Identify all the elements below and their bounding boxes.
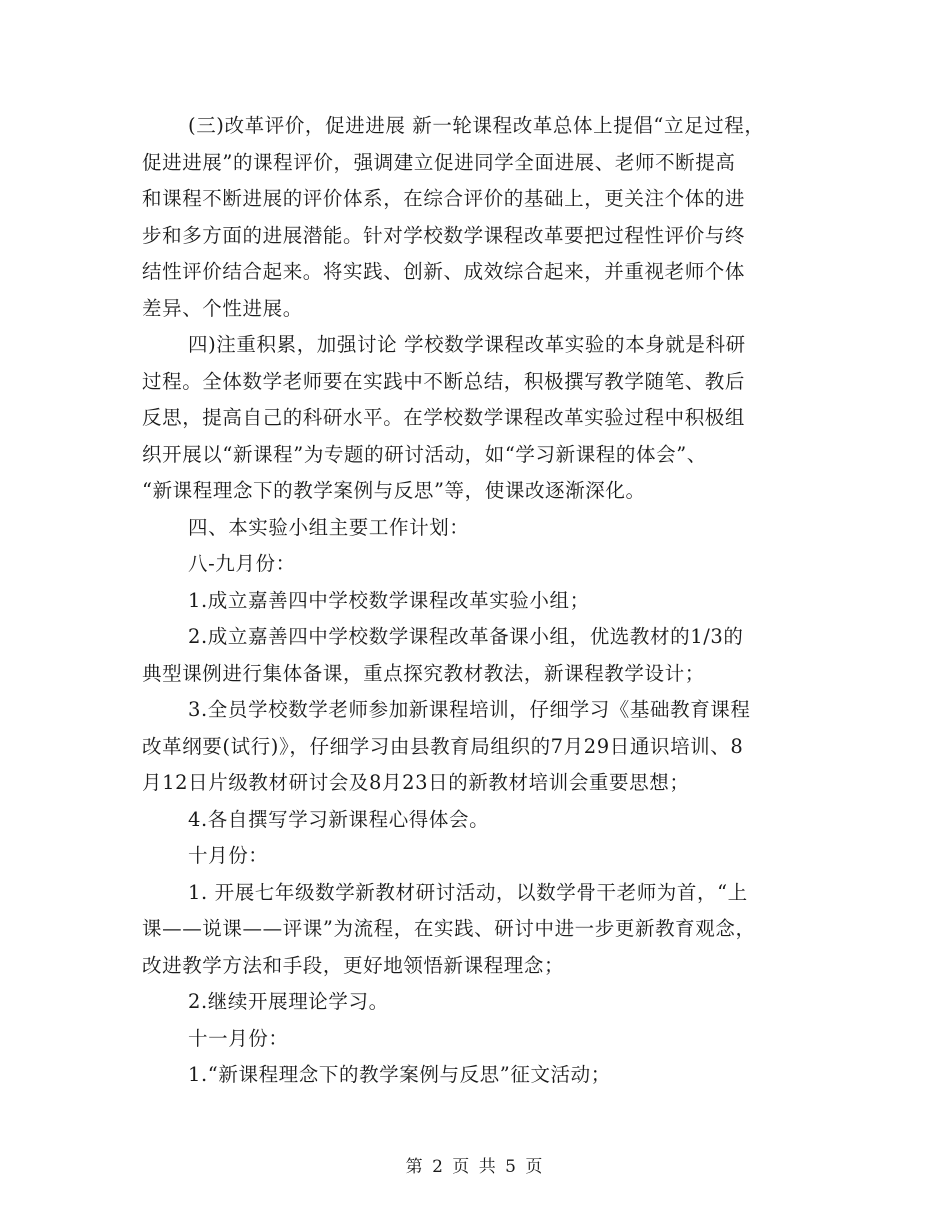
text-line: 四)注重积累，加强讨论 学校数学课程改革实验的本身就是科研	[188, 333, 746, 356]
text-line: 反思，提高自己的科研水平。在学校数学课程改革实验过程中积极组	[142, 406, 746, 429]
text-line: 2.成立嘉善四中学校数学课程改革备课小组，优选教材的1/3的	[188, 625, 744, 648]
text-line: 2.继续开展理论学习。	[188, 990, 389, 1013]
text-line: 4.各自撰写学习新课程心得体会。	[188, 807, 490, 831]
text-line: 促进进展”的课程评价，强调建立促进同学全面进展、老师不断提高	[142, 150, 736, 174]
text-line: 差异、个性进展。	[142, 296, 303, 320]
text-line: 3.全员学校数学老师参加新课程培训，仔细学习《基础教育课程	[188, 698, 751, 721]
text-line: 1.“新课程理念下的教学案例与反思”征文活动；	[188, 1063, 611, 1086]
text-line: 改革纲要(试行)》，仔细学习由县教育局组织的7月29日通识培训、8	[142, 734, 744, 758]
text-line: 1. 开展七年级数学新教材研讨活动，以数学骨干老师为首，“上	[188, 880, 748, 904]
text-line: (三)改革评价，促进进展 新一轮课程改革总体上提倡“立足过程，	[188, 114, 765, 137]
text-line: 十一月份：	[188, 1026, 289, 1050]
text-line: 月12日片级教材研讨会及8月23日的新教材培训会重要思想；	[142, 771, 690, 794]
text-line: 步和多方面的进展潜能。针对学校数学课程改革要把过程性评价与终	[142, 223, 746, 247]
document-body	[142, 108, 812, 1094]
text-line: 典型课例进行集体备课，重点探究教材教法，新课程教学设计；	[142, 661, 705, 685]
text-line: 1.成立嘉善四中学校数学课程改革实验小组；	[188, 588, 590, 612]
text-line: 四、本实验小组主要工作计划：	[188, 515, 470, 539]
text-line: 结性评价结合起来。将实践、创新、成效综合起来，并重视老师个体	[142, 260, 746, 283]
text-line: 改进教学方法和手段，更好地领悟新课程理念；	[142, 953, 565, 977]
text-line: 和课程不断进展的评价体系，在综合评价的基础上，更关注个体的进	[142, 187, 746, 210]
text-line: “新课程理念下的教学案例与反思”等，使课改逐渐深化。	[142, 479, 646, 502]
text-line: 十月份：	[188, 844, 269, 867]
page-number-footer: 第 2 页 共 5 页	[405, 1157, 545, 1177]
text-line: 织开展以“新课程”为专题的研讨活动，如“学习新课程的体会”、	[142, 442, 707, 466]
text-line: 八-九月份：	[188, 552, 296, 575]
text-line: 过程。全体数学老师要在实践中不断总结，积极撰写教学随笔、教后	[142, 369, 746, 393]
text-line: 课——说课——评课”为流程，在实践、研讨中进一步更新教育观念，	[142, 917, 756, 940]
